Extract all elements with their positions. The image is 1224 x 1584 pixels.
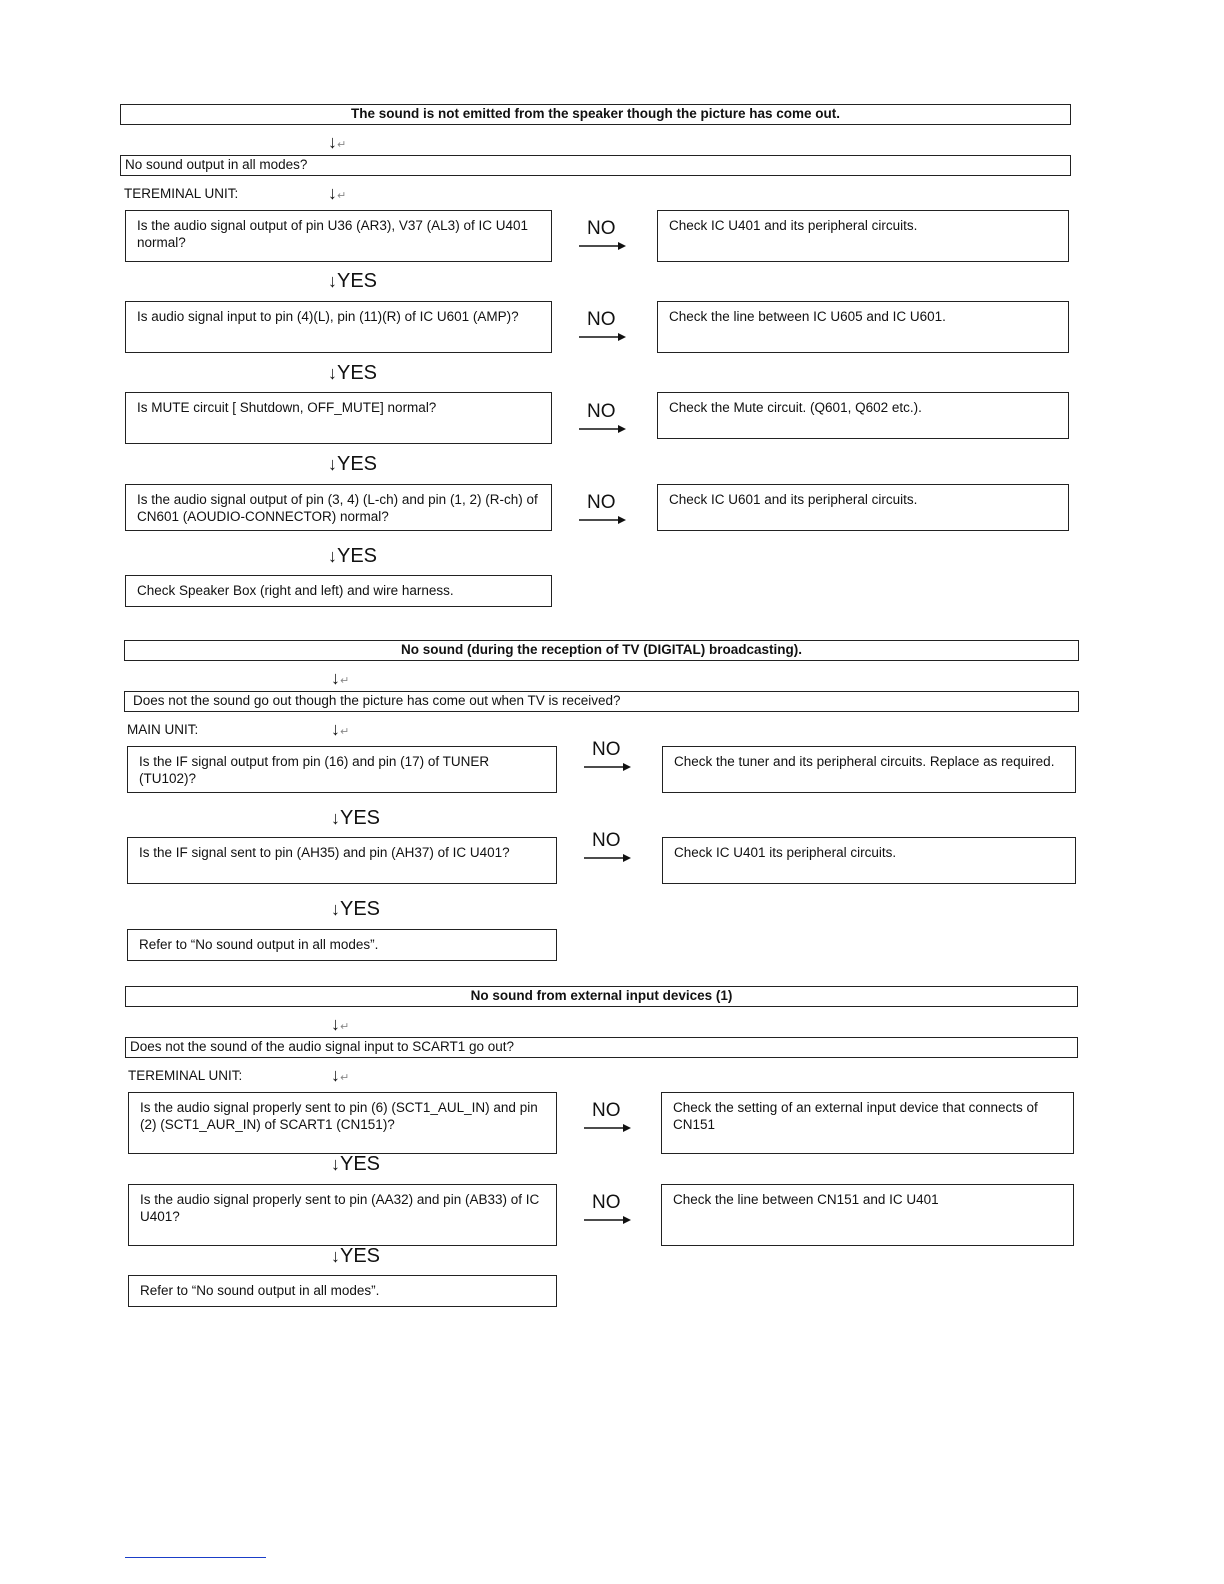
s1-action-4: Check IC U601 and its peripheral circuits.: [657, 484, 1069, 531]
down-arrow-icon: ↓↵: [331, 668, 350, 688]
no-label: NO: [592, 830, 621, 851]
section1-question: No sound output in all modes?: [120, 155, 1071, 176]
down-arrow-icon: ↓: [331, 808, 340, 828]
s1-question-4: Is the audio signal output of pin (3, 4) (L-ch) and pin (1, 2) (R-ch) of CN601 (AOUDIO-CONNECTOR) normal?: [125, 484, 552, 531]
yes-branch: [331, 807, 380, 830]
s2-final: Refer to “No sound output in all modes”.: [127, 929, 557, 961]
s3-question-1: Is the audio signal properly sent to pin (6) (SCT1_AUL_IN) and pin (2) (SCT1_AUR_IN) of SCART1 (CN151)?: [128, 1092, 557, 1154]
yes-branch: [331, 1245, 380, 1268]
section3-title: No sound from external input devices (1): [125, 986, 1078, 1007]
down-arrow-icon: ↓↵: [328, 183, 347, 203]
no-label: NO: [592, 1192, 621, 1213]
right-arrow-icon: [584, 853, 632, 863]
section2-title: No sound (during the reception of TV (DIGITAL) broadcasting).: [124, 640, 1079, 661]
down-arrow-icon: ↓: [328, 363, 337, 383]
right-arrow-icon: [584, 1123, 632, 1133]
section1-title: The sound is not emitted from the speaker though the picture has come out.: [120, 104, 1071, 125]
no-branch: [579, 309, 639, 342]
down-arrow-icon: ↓: [331, 1246, 340, 1266]
no-label: NO: [587, 401, 616, 422]
s1-action-3: Check the Mute circuit. (Q601, Q602 etc.).: [657, 392, 1069, 439]
section2-question: Does not the sound go out though the picture has come out when TV is received?: [124, 691, 1079, 712]
s1-action-2: Check the line between IC U605 and IC U601.: [657, 301, 1069, 353]
s2-action-1: Check the tuner and its peripheral circuits. Replace as required.: [662, 746, 1076, 793]
section3-question: Does not the sound of the audio signal input to SCART1 go out?: [125, 1037, 1078, 1058]
no-label: NO: [587, 309, 616, 330]
right-arrow-icon: [579, 515, 627, 525]
s2-action-2: Check IC U401 its peripheral circuits.: [662, 837, 1076, 884]
yes-label: YES: [340, 807, 381, 829]
s1-question-2: Is audio signal input to pin (4)(L), pin (11)(R) of IC U601 (AMP)?: [125, 301, 552, 353]
no-label: NO: [592, 739, 621, 760]
s2-question-1: Is the IF signal output from pin (16) and pin (17) of TUNER (TU102)?: [127, 746, 557, 793]
no-branch: [584, 1192, 644, 1225]
yes-label: YES: [340, 1153, 381, 1175]
footnote-divider: [125, 1557, 266, 1558]
s1-action-1: Check IC U401 and its peripheral circuits.: [657, 210, 1069, 262]
section2-unit-label: MAIN UNIT:: [127, 722, 199, 737]
down-arrow-icon: ↓↵: [331, 719, 350, 739]
no-label: NO: [587, 492, 616, 513]
down-arrow-icon: ↓: [328, 454, 337, 474]
yes-label: YES: [340, 1245, 381, 1267]
yes-branch: [328, 453, 377, 476]
right-arrow-icon: [579, 424, 627, 434]
down-arrow-icon: ↓: [328, 546, 337, 566]
right-arrow-icon: [584, 1215, 632, 1225]
s3-action-2: Check the line between CN151 and IC U401: [661, 1184, 1074, 1246]
down-arrow-icon: ↓: [328, 271, 337, 291]
s1-question-3: Is MUTE circuit [ Shutdown, OFF_MUTE] normal?: [125, 392, 552, 444]
section3-unit-label: TEREMINAL UNIT:: [128, 1068, 243, 1083]
down-arrow-icon: ↓↵: [328, 132, 347, 152]
yes-label: YES: [337, 270, 378, 292]
no-label: NO: [592, 1100, 621, 1121]
down-arrow-icon: ↓: [331, 899, 340, 919]
no-branch: [584, 1100, 644, 1133]
down-arrow-icon: ↓↵: [331, 1014, 350, 1034]
s3-question-2: Is the audio signal properly sent to pin (AA32) and pin (AB33) of IC U401?: [128, 1184, 557, 1246]
yes-branch: [328, 362, 377, 385]
right-arrow-icon: [579, 332, 627, 342]
yes-branch: [331, 1153, 380, 1176]
yes-label: YES: [340, 898, 381, 920]
no-label: NO: [587, 218, 616, 239]
down-arrow-icon: ↓↵: [331, 1065, 350, 1085]
right-arrow-icon: [579, 241, 627, 251]
s1-final: Check Speaker Box (right and left) and wire harness.: [125, 575, 552, 607]
s1-question-1: Is the audio signal output of pin U36 (AR3), V37 (AL3) of IC U401 normal?: [125, 210, 552, 262]
yes-branch: [328, 270, 377, 293]
yes-label: YES: [337, 545, 378, 567]
s2-question-2: Is the IF signal sent to pin (AH35) and pin (AH37) of IC U401?: [127, 837, 557, 884]
yes-label: YES: [337, 453, 378, 475]
no-branch: [584, 830, 644, 863]
s3-final: Refer to “No sound output in all modes”.: [128, 1275, 557, 1307]
section1-unit-label: TEREMINAL UNIT:: [124, 186, 239, 201]
right-arrow-icon: [584, 762, 632, 772]
no-branch: [579, 218, 639, 251]
no-branch: [579, 401, 639, 434]
yes-label: YES: [337, 362, 378, 384]
s3-action-1: Check the setting of an external input device that connects of CN151: [661, 1092, 1074, 1154]
yes-branch: [331, 898, 380, 921]
down-arrow-icon: ↓: [331, 1154, 340, 1174]
no-branch: [579, 492, 639, 525]
yes-branch: [328, 545, 377, 568]
no-branch: [584, 739, 644, 772]
